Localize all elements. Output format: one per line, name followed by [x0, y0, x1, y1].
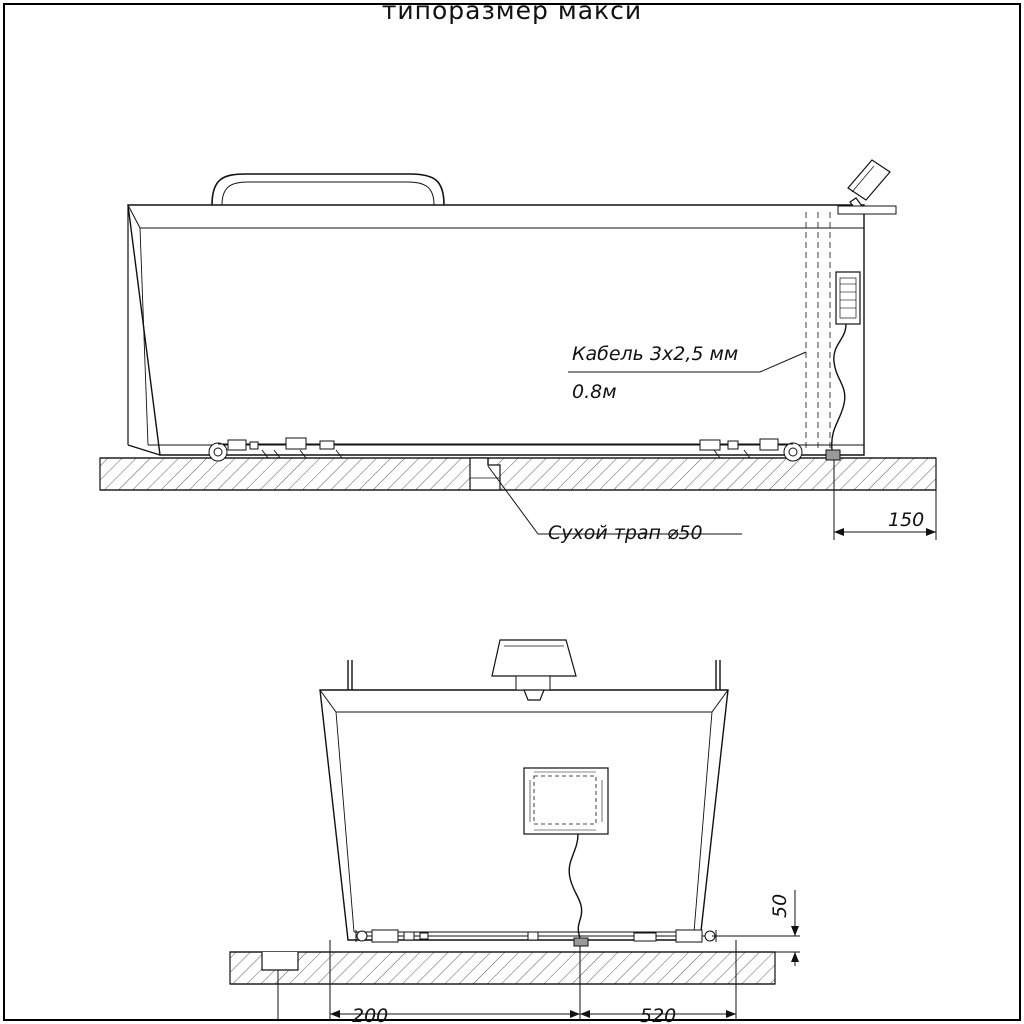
side-view — [100, 160, 936, 540]
cable-length-label: 0.8м — [572, 381, 617, 403]
side-floor-slab — [100, 458, 936, 490]
page-title: типоразмер макси — [381, 0, 643, 25]
dim-520-text: 520 — [640, 1005, 677, 1024]
dim-50-text: 50 — [769, 893, 791, 918]
side-control-panel — [838, 160, 896, 214]
drain-label: Сухой трап ⌀50 — [548, 522, 703, 544]
front-floor-drain — [262, 952, 298, 970]
dim-150-text: 150 — [888, 509, 925, 531]
dim-200-text: 200 — [352, 1005, 389, 1024]
front-view — [230, 640, 800, 1020]
side-bath-body — [128, 205, 864, 455]
cable-label: Кабель 3х2,5 мм — [572, 343, 739, 365]
side-electrical-box — [836, 272, 860, 324]
front-floor-slab — [230, 952, 775, 984]
side-grab-rail — [212, 174, 444, 205]
front-electrical-box — [524, 768, 608, 834]
